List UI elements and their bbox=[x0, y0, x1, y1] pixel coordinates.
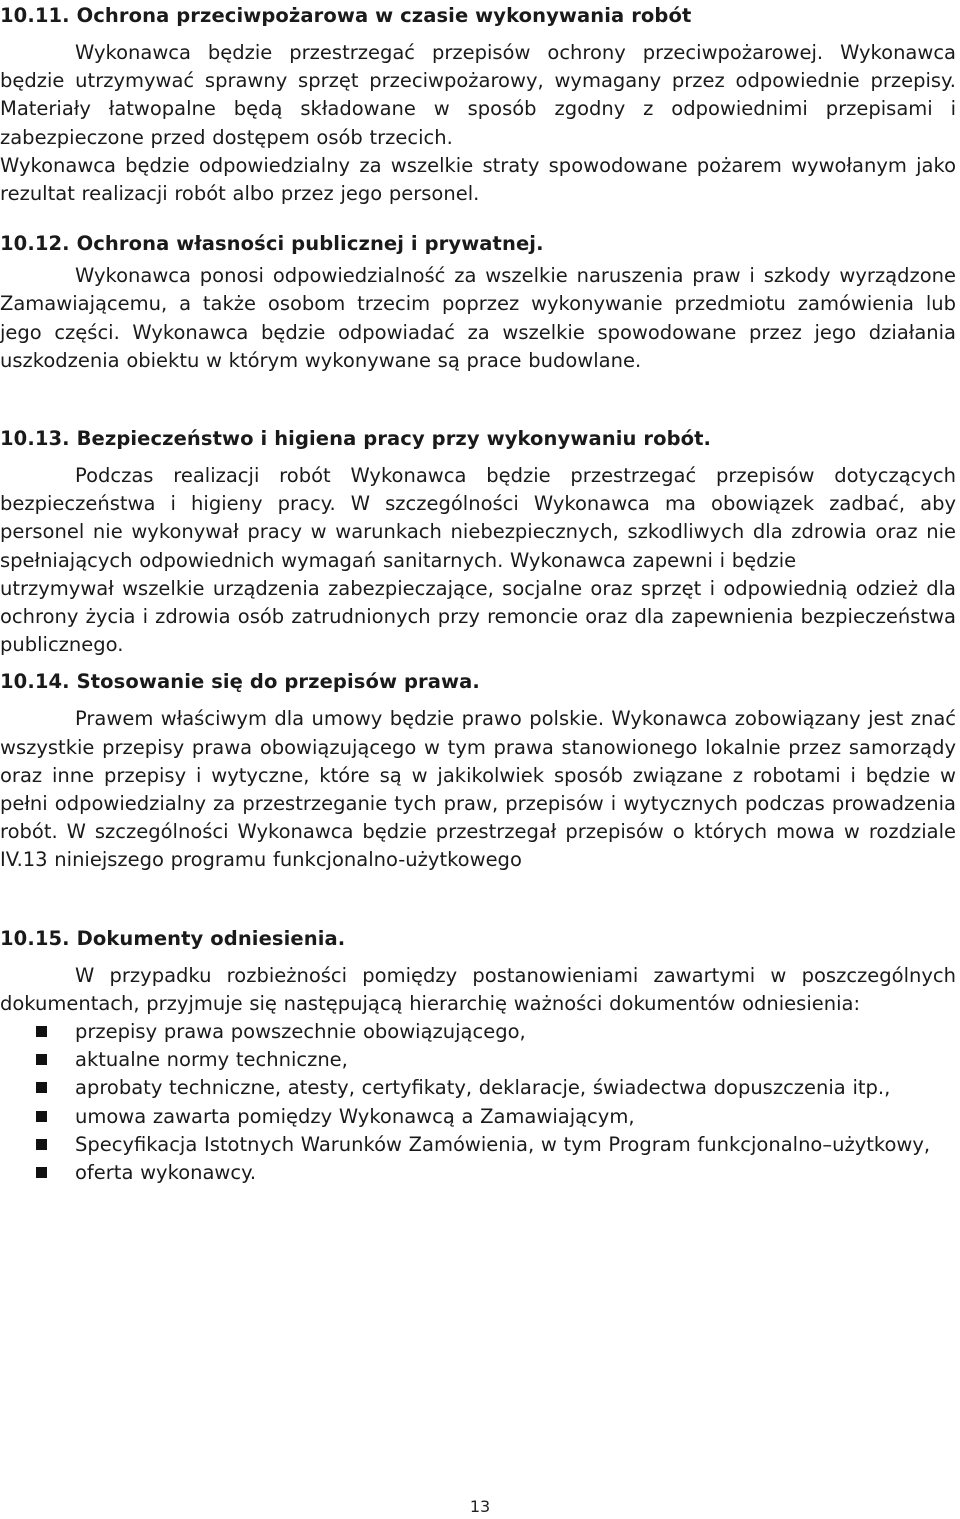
section-10-11 bbox=[0, 0, 956, 208]
list-item bbox=[0, 1103, 956, 1131]
section-10-12 bbox=[0, 230, 956, 375]
section-paragraph: W przypadku rozbieżności pomiędzy postanowieniami zawartymi w poszczególnych dokumentach, przyjmuje się następującą hierarchię ważności dokumentów odniesienia: bbox=[0, 963, 956, 1015]
section-paragraph: Wykonawca będzie przestrzegać przepisów ochrony przeciwpożarowej. Wykonawca będzie utrzymywać sprawny sprzęt przeciwpożarowy, wymagany przez odpowiednie przepisy. Materiały łatwopalne będą składowane w sposób zgodny z odpowiednimi przepisami i zabezpieczone przed dostępem osób trzecich. bbox=[0, 41, 956, 149]
square-bullet-icon bbox=[36, 1139, 47, 1150]
list-item bbox=[0, 1159, 956, 1187]
list-item-text: przepisy prawa powszechnie obowiązującego, bbox=[75, 1020, 526, 1044]
list-item-text: oferta wykonawcy. bbox=[75, 1161, 257, 1185]
reference-documents-list bbox=[0, 1018, 956, 1187]
square-bullet-icon bbox=[36, 1111, 47, 1122]
section-heading: 10.11. Ochrona przeciwpożarowa w czasie wykonywania robót bbox=[0, 4, 692, 27]
section-paragraph: Wykonawca ponosi odpowiedzialność za wszelkie naruszenia praw i szkody wyrządzone Zamawiającemu, a także osobom trzecim poprzez wykonywanie przedmiotu zamówienia lub jego części. Wykonawca będzie odpowiadać za wszelkie spowodowane przez jego działania uszkodzenia obiektu w którym wykonywane są prace budowlane. bbox=[0, 264, 956, 372]
section-paragraph: Wykonawca będzie odpowiedzialny za wszelkie straty spowodowane pożarem wywołanym jako rezultat realizacji robót albo przez jego personel. bbox=[0, 153, 956, 206]
square-bullet-icon bbox=[36, 1082, 47, 1093]
list-item bbox=[0, 1074, 956, 1102]
list-item bbox=[0, 1018, 956, 1046]
square-bullet-icon bbox=[36, 1167, 47, 1178]
section-heading: 10.14. Stosowanie się do przepisów prawa. bbox=[0, 670, 480, 694]
page-number: 13 bbox=[469, 1497, 491, 1516]
section-10-15 bbox=[0, 925, 956, 1188]
list-item-text: Specyfikacja Istotnych Warunków Zamówienia, w tym Program funkcjonalno–użytkowy, bbox=[75, 1132, 931, 1156]
square-bullet-icon bbox=[36, 1054, 47, 1065]
section-paragraph: Podczas realizacji robót Wykonawca będzie przestrzegać przepisów dotyczących bezpieczeństwa i higieny pracy. W szczególności Wykonawca ma obowiązek zadbać, aby personel nie wykonywał pracy w warunkach niebezpiecznych, szkodliwych dla zdrowia oraz nie spełniających odpowiednich wymagań sanitarnych. Wykonawca zapewni i będzie bbox=[0, 464, 956, 572]
section-heading: 10.13. Bezpieczeństwo i higiena pracy przy wykonywaniu robót. bbox=[0, 427, 712, 451]
list-item bbox=[0, 1046, 956, 1074]
square-bullet-icon bbox=[36, 1026, 47, 1037]
list-item bbox=[0, 1131, 956, 1159]
list-item-text: aktualne normy techniczne, bbox=[75, 1048, 348, 1072]
section-10-13 bbox=[0, 425, 956, 659]
section-10-14 bbox=[0, 668, 956, 874]
list-item-text: umowa zawarta pomiędzy Wykonawcą a Zamawiającym, bbox=[75, 1104, 635, 1128]
list-item-text: aprobaty techniczne, atesty, certyfikaty, deklaracje, świadectwa dopuszczenia itp., bbox=[75, 1076, 891, 1100]
section-paragraph: Prawem właściwym dla umowy będzie prawo polskie. Wykonawca zobowiązany jest znać wszystkie przepisy prawa obowiązującego w tym prawa stanowionego lokalnie przez samorządy oraz inne przepisy i wytyczne, które są w jakikolwiek sposób związane z robotami i będzie w pełni odpowiedzialny za przestrzeganie tych praw, przepisów i wytycznych podczas prowadzenia robót. W szczególności Wykonawca będzie przestrzegał przepisów o których mowa w rozdziale IV.13 niniejszego programu funkcjonalno-użytkowego bbox=[0, 707, 956, 872]
section-heading: 10.12. Ochrona własności publicznej i prywatnej. bbox=[0, 232, 544, 256]
section-heading: 10.15. Dokumenty odniesienia. bbox=[0, 926, 346, 950]
section-paragraph: utrzymywał wszelkie urządzenia zabezpieczające, socjalne oraz sprzęt i odpowiednią odzież dla ochrony życia i zdrowia osób zatrudnionych przy remoncie oraz dla zapewnienia bezpieczeństwa publicznego. bbox=[0, 576, 956, 657]
